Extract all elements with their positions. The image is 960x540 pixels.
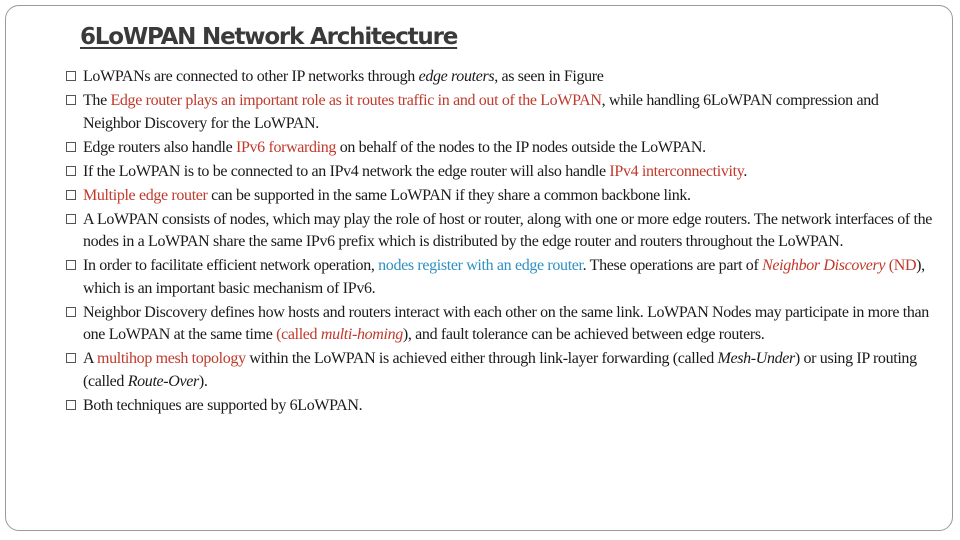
checkbox-bullet-icon: [66, 166, 76, 176]
bullet-text: . These operations are part of: [582, 257, 763, 274]
bullet-item: [66, 90, 936, 135]
bullet-text: A: [83, 350, 97, 367]
bullet-text: Both techniques are supported by 6LoWPAN.: [83, 396, 363, 414]
bullet-text: ), and fault tolerance can be achieved between edge routers.: [402, 326, 765, 343]
bullet-text: A LoWPAN consists of nodes, which may play the role of host or router, along with one or more edge routers. The network interfaces of the nodes in a LoWPAN share the same IPv6 prefix which is distributed by the edge router and routers throughout the LoWPAN.: [83, 210, 932, 250]
bullet-list: [66, 66, 936, 419]
bullet-text: can be supported in the same LoWPAN if they share a common backbone link.: [207, 186, 691, 204]
bullet-item: [66, 302, 936, 347]
bullet-text: edge routers: [418, 68, 495, 85]
bullet-text: , while handling 6LoWPAN compression and Neighbor Discovery for the LoWPAN.: [83, 92, 879, 132]
checkbox-bullet-icon: [66, 260, 76, 270]
checkbox-bullet-icon: [66, 95, 76, 105]
bullet-text: In order to facilitate efficient network operation,: [83, 257, 379, 274]
slide-frame: [5, 5, 953, 531]
bullet-text: multi-homing: [320, 326, 403, 343]
bullet-text: Neighbor Discovery: [762, 257, 886, 274]
bullet-item: [66, 255, 936, 300]
checkbox-bullet-icon: [66, 307, 76, 317]
bullet-text: IPv6 forwarding: [235, 138, 337, 156]
bullet-item: [66, 209, 936, 254]
checkbox-bullet-icon: [66, 353, 76, 363]
bullet-text: , as seen in Figure: [494, 68, 604, 85]
bullet-text: LoWPANs are connected to other IP networks through: [83, 68, 419, 85]
bullet-item: [66, 66, 936, 89]
bullet-text: nodes register with an edge router: [378, 257, 583, 274]
checkbox-bullet-icon: [66, 190, 76, 200]
bullet-text: ) or using IP routing (called: [83, 350, 917, 390]
slide-title: 6LoWPAN Network Architecture: [80, 24, 458, 50]
bullet-item: [66, 348, 936, 393]
bullet-text: Neighbor Discovery defines how hosts and routers interact with each other on the same link. LoWPAN Nodes may participate in more than one LoWPAN at the same time: [83, 303, 929, 343]
bullet-text: IPv4 interconnectivity: [609, 162, 744, 180]
checkbox-bullet-icon: [66, 142, 76, 152]
bullet-item: [66, 395, 936, 418]
bullet-text: If the LoWPAN is to be connected to an IPv4 network the edge router will also handle: [83, 162, 610, 180]
checkbox-bullet-icon: [66, 71, 76, 81]
bullet-text: multihop mesh topology: [96, 350, 246, 367]
bullet-text: (called: [276, 326, 321, 343]
bullet-text: ), which is an important basic mechanism of IPv6.: [83, 257, 925, 297]
bullet-text: ).: [198, 372, 208, 390]
bullet-text: .: [743, 162, 747, 180]
bullet-text: (ND: [888, 257, 917, 274]
bullet-item: [66, 161, 936, 184]
bullet-text: on behalf of the nodes to the IP nodes outside the LoWPAN.: [336, 138, 706, 156]
bullet-text: Edge router plays an important role as it routes traffic in and out of the LoWPAN: [110, 92, 602, 109]
bullet-text: within the LoWPAN is achieved either through link-layer forwarding (called: [245, 350, 718, 367]
bullet-text: Edge routers also handle: [83, 138, 236, 156]
checkbox-bullet-icon: [66, 214, 76, 224]
checkbox-bullet-icon: [66, 400, 76, 410]
bullet-text: The: [83, 92, 111, 109]
bullet-text: Route-Over: [127, 372, 199, 390]
bullet-text: Mesh-Under: [717, 350, 795, 367]
bullet-item: [66, 137, 936, 160]
bullet-text: Multiple edge router: [83, 186, 208, 204]
bullet-item: [66, 185, 936, 208]
